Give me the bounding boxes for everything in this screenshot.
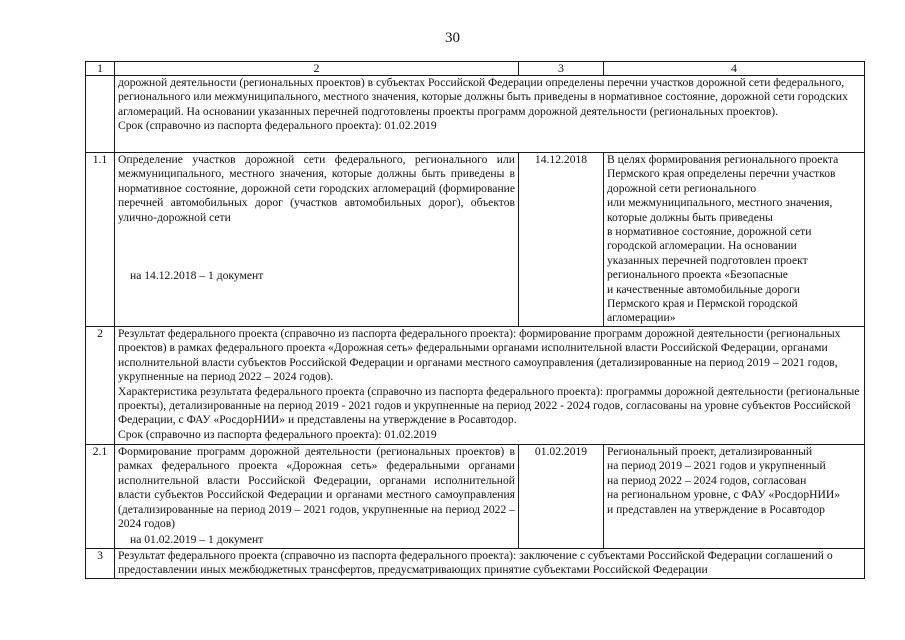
row-number: 2: [86, 326, 115, 444]
header-col-4: 4: [604, 62, 865, 76]
header-col-3: 3: [519, 62, 604, 76]
row-num-empty: [86, 76, 115, 153]
table-row-continuation: [86, 76, 865, 153]
measure-cell: [115, 153, 519, 327]
result-2-cell: [115, 326, 865, 444]
document-count: на 14.12.2018 – 1 документ: [130, 269, 264, 283]
table-row-1-1: [86, 153, 865, 327]
table-header-row: [86, 62, 865, 76]
result-3-cell: [115, 548, 865, 578]
row-number: 1.1: [86, 153, 115, 327]
header-col-1: 1: [86, 62, 115, 76]
row-number: 3: [86, 548, 115, 578]
table-row-3: [86, 548, 865, 578]
date-cell: 01.02.2019: [519, 444, 604, 548]
continuation-cell: [115, 76, 865, 153]
page-number: 30: [445, 30, 460, 46]
measure-cell: [115, 444, 519, 548]
document-count: на 01.02.2019 – 1 документ: [130, 533, 264, 547]
deadline-text: Срок (справочно из паспорта федерального проекта): 01.02.2019: [118, 427, 437, 441]
measure-text: Формирование программ дорожной деятельности (региональных проектов) в рамках федерального проекта «Дорожная сеть» федеральными органами исполнительной власти Российской Федерации, органами исполнительной власти субъектов Российской Федерации и органами местного самоуправления (детализированные на период 2019 – 2021 годов, укрупненные на период 2022 – 2024 годов): [118, 444, 515, 530]
result-cell: [604, 153, 865, 327]
continuation-text: дорожной деятельности (региональных проектов) в субъектах Российской Федерации определены перечни участков дорожной сети федерального, регионального или межмуниципального, местного значения, которые должны быть приведены в нормативное состояние, дорожной сети городских агломераций. На основании указанных перечней подготовлены проекты программ дорожной деятельности (региональных проектов).: [118, 76, 848, 118]
row-number: 2.1: [86, 444, 115, 548]
table-row-2: [86, 326, 865, 444]
result-cell: [604, 444, 865, 548]
spacer: [118, 225, 515, 267]
table-row-2-1: [86, 444, 865, 548]
federal-result-text: Результат федерального проекта (справочно из паспорта федерального проекта): заключение с субъектами Российской Федерации соглашений о предоставлении иных межбюджетных трансфертов, предусматривающих принятие субъектами Российской Федерации: [118, 548, 833, 577]
characteristic-text: Характеристика результата федерального проекта (справочно из паспорта федерального проекта): программы дорожной деятельности (региональные проекты), детализированные на период 2019 - 2021 годов и укрупненные на период 2022 - 2024 годов, согласованы на уровне субъектов Российской Федерации, с ФАУ «РосдорНИИ» и представлены на утверждение в Росавтодор.: [118, 384, 860, 427]
federal-result-text: Результат федерального проекта (справочно из паспорта федерального проекта): формирование программ дорожной деятельности (региональных проектов) в рамках федерального проекта «Дорожная сеть» федеральными органами исполнительной власти Российской Федерации, органами исполнительной власти субъектов Российской Федерации и органами местного самоуправления (детализированные на период 2019 – 2021 годов, укрупненные на период 2022 – 2024 годов).: [118, 326, 841, 384]
date-cell: 14.12.2018: [519, 153, 604, 327]
measure-text: Определение участков дорожной сети федерального, регионального или межмуниципального, местного значения, которые должны быть приведены в нормативное состояние, дорожной сети городских агломераций (формирование перечней автомобильных дорог (участков автомобильных дорог), объектов улично-дорожной сети: [118, 153, 515, 224]
continuation-deadline: Срок (справочно из паспорта федерального проекта): 01.02.2019: [118, 119, 437, 133]
header-col-2: 2: [115, 62, 519, 76]
result-text: В целях формирования регионального проекта Пермского края определены перечни участков дорожной сети регионального или межмуниципального, местного значения, которые должны быть приведены в нормативное состояние, дорожной сети городской агломерации. На основании указанных перечней подготовлен проект регионального проекта «Безопасные и качественные автомобильные дороги Пермского края и Пермской городской агломерации»: [607, 153, 839, 325]
result-text: Региональный проект, детализированный на период 2019 – 2021 годов и укрупненный на период 2022 – 2024 годов, согласован на региональном уровне, с ФАУ «РосдорНИИ» и представлен на утверждение в Росавтодор: [607, 444, 841, 516]
measures-table: [85, 61, 865, 579]
